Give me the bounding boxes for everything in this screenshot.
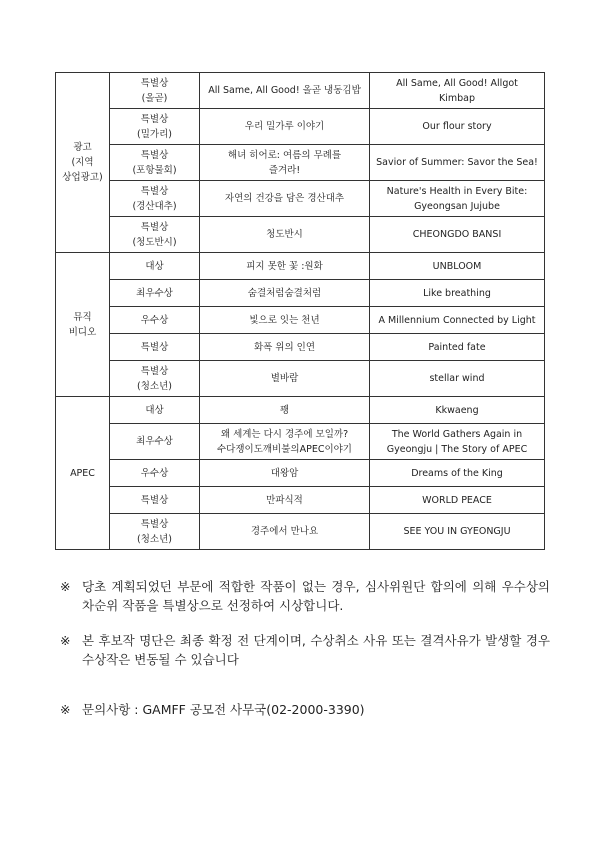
text-line: 피지 못한 꽃 :원화 [246,260,323,272]
table-row [56,307,545,334]
award-cell [110,334,200,361]
text-line: (밀가리) [137,128,172,140]
table-row [56,334,545,361]
korean-title-cell [200,397,370,424]
text-line: 화폭 위의 인연 [253,341,316,353]
text-line: Our flour story [422,121,492,132]
category-cell [56,73,110,253]
text-line: (경산대추) [132,200,177,212]
text-line: 특별상 [140,494,169,506]
text-line: (올곧) [141,92,168,104]
award-cell [110,253,200,280]
english-title-cell [370,145,545,181]
table-row [56,109,545,145]
text-line: UNBLOOM [432,260,482,272]
english-title-cell [370,109,545,145]
text-line: 특별상 [140,365,169,377]
korean-title-cell [200,487,370,514]
korean-title-cell [200,181,370,217]
korean-title-cell [200,145,370,181]
korean-title-cell [200,460,370,487]
text-line: (청소년) [137,380,172,392]
award-cell [110,361,200,397]
table-row [56,73,545,109]
korean-title-cell [200,109,370,145]
table-row [56,424,545,460]
text-line: Gyeongsan Jujube [414,200,500,212]
text-line: 숨결처럼숨결처럼 [247,287,322,299]
award-cell [110,397,200,424]
table-row [56,181,545,217]
table-row [56,487,545,514]
note-1-text: 당초 계획되었던 부문에 적합한 작품이 없는 경우, 심사위원단 합의에 의해 우수상의 차순위 작품을 특별상으로 선정하여 시상합니다. [82,579,550,613]
english-title-cell [370,73,545,109]
table-row [56,361,545,397]
text-line: Savior of Summer: Savor the Sea! [376,157,538,168]
note-2 [60,631,550,669]
text-line: The World Gathers Again in [391,428,523,440]
english-title-cell [370,334,545,361]
text-line: Like breathing [423,287,491,299]
english-title-cell [370,487,545,514]
english-title-cell [370,460,545,487]
text-line: 상업광고) [62,172,103,183]
korean-title-cell [200,73,370,109]
category-cell [56,397,110,550]
reference-mark: ※ [60,579,71,594]
text-line: 특별상 [140,518,169,530]
contact-text: 문의사항 : GAMFF 공모전 사무국(02-2000-3390) [82,702,365,717]
text-line: 뮤직 [73,311,92,323]
text-line: 특별상 [140,185,169,197]
table-row [56,514,545,550]
text-line: (포항물회) [132,164,177,176]
korean-title-cell [200,361,370,397]
text-line: A Millennium Connected by Light [378,314,536,326]
english-title-cell [370,280,545,307]
korean-title-cell [200,334,370,361]
text-line: 최우수상 [136,287,173,299]
text-line: Gyeongju | The Story of APEC [386,443,528,455]
text-line: 경주에서 만나요 [250,526,319,537]
text-line: Kkwaeng [435,404,479,416]
text-line: All Same, All Good! 올곧 냉동김밥 [208,85,361,96]
korean-title-cell [200,424,370,460]
korean-title-cell [200,280,370,307]
text-line: 최우수상 [136,436,173,447]
english-title-cell [370,307,545,334]
text-line: 대상 [145,404,164,416]
reference-mark: ※ [60,633,71,648]
text-line: 해녀 히어로: 여름의 무례를 [227,149,342,161]
text-line: stellar wind [429,373,485,384]
award-cell [110,109,200,145]
korean-title-cell [200,217,370,253]
table-row [56,253,545,280]
text-line: 특별상 [140,113,169,125]
award-cell [110,460,200,487]
award-cell [110,514,200,550]
award-cell [110,181,200,217]
text-line: 별바람 [270,373,299,384]
text-line: 대상 [145,260,164,272]
text-line: 자연의 건강을 담은 경산대추 [224,193,345,204]
text-line: 즐겨라! [268,164,301,176]
text-line: 광고 [73,142,92,153]
text-line: WORLD PEACE [422,494,492,506]
text-line: 특별상 [140,221,169,233]
award-cell [110,487,200,514]
text-line: 청도반시 [266,229,303,240]
category-cell [56,253,110,397]
english-title-cell [370,514,545,550]
english-title-cell [370,361,545,397]
text-line: CHEONGDO BANSI [412,229,502,240]
text-line: 빛으로 잇는 천년 [249,314,320,326]
table-row [56,397,545,424]
note-contact [60,700,365,719]
award-cell [110,424,200,460]
award-cell [110,280,200,307]
text-line: (청도반시) [132,236,177,248]
english-title-cell [370,424,545,460]
table-row [56,460,545,487]
korean-title-cell [200,514,370,550]
text-line: All Same, All Good! Allgot [396,77,518,89]
text-line: Painted fate [428,341,486,353]
table-row [56,145,545,181]
text-line: APEC [70,467,95,479]
text-line: 꽹 [279,404,290,416]
text-line: SEE YOU IN GYEONGJU [403,526,511,537]
text-line: 특별상 [140,149,169,161]
award-cell [110,307,200,334]
text-line: 왜 세계는 다시 경주에 모일까? [220,428,349,440]
note-1 [60,577,550,615]
reference-mark: ※ [60,702,71,717]
text-line: (청소년) [137,533,172,545]
text-line: 우수상 [140,314,169,326]
text-line: 비디오 [68,326,97,338]
text-line: 우수상 [140,467,169,479]
text-line: 우리 밀가루 이야기 [244,121,325,132]
english-title-cell [370,181,545,217]
text-line: Dreams of the King [411,467,503,479]
english-title-cell [370,217,545,253]
english-title-cell [370,397,545,424]
text-line: 특별상 [140,341,169,353]
korean-title-cell [200,253,370,280]
text-line: 수다쟁이도깨비불의APEC이야기 [217,443,352,455]
english-title-cell [370,253,545,280]
award-cell [110,73,200,109]
text-line: Kimbap [438,92,475,104]
table-row [56,217,545,253]
text-line: 만파식적 [266,494,303,506]
award-cell [110,217,200,253]
awards-table [55,72,545,550]
text-line: 특별상 [140,77,169,89]
award-cell [110,145,200,181]
table-row [56,280,545,307]
note-2-text: 본 후보작 명단은 최종 확정 전 단계이며, 수상취소 사유 또는 결격사유가 발생할 경우 수상작은 변동될 수 있습니다 [82,633,550,667]
korean-title-cell [200,307,370,334]
text-line: Nature's Health in Every Bite: [386,185,528,197]
notes-section [60,577,550,717]
text-line: (지역 [71,157,94,168]
text-line: 대왕암 [270,467,299,479]
